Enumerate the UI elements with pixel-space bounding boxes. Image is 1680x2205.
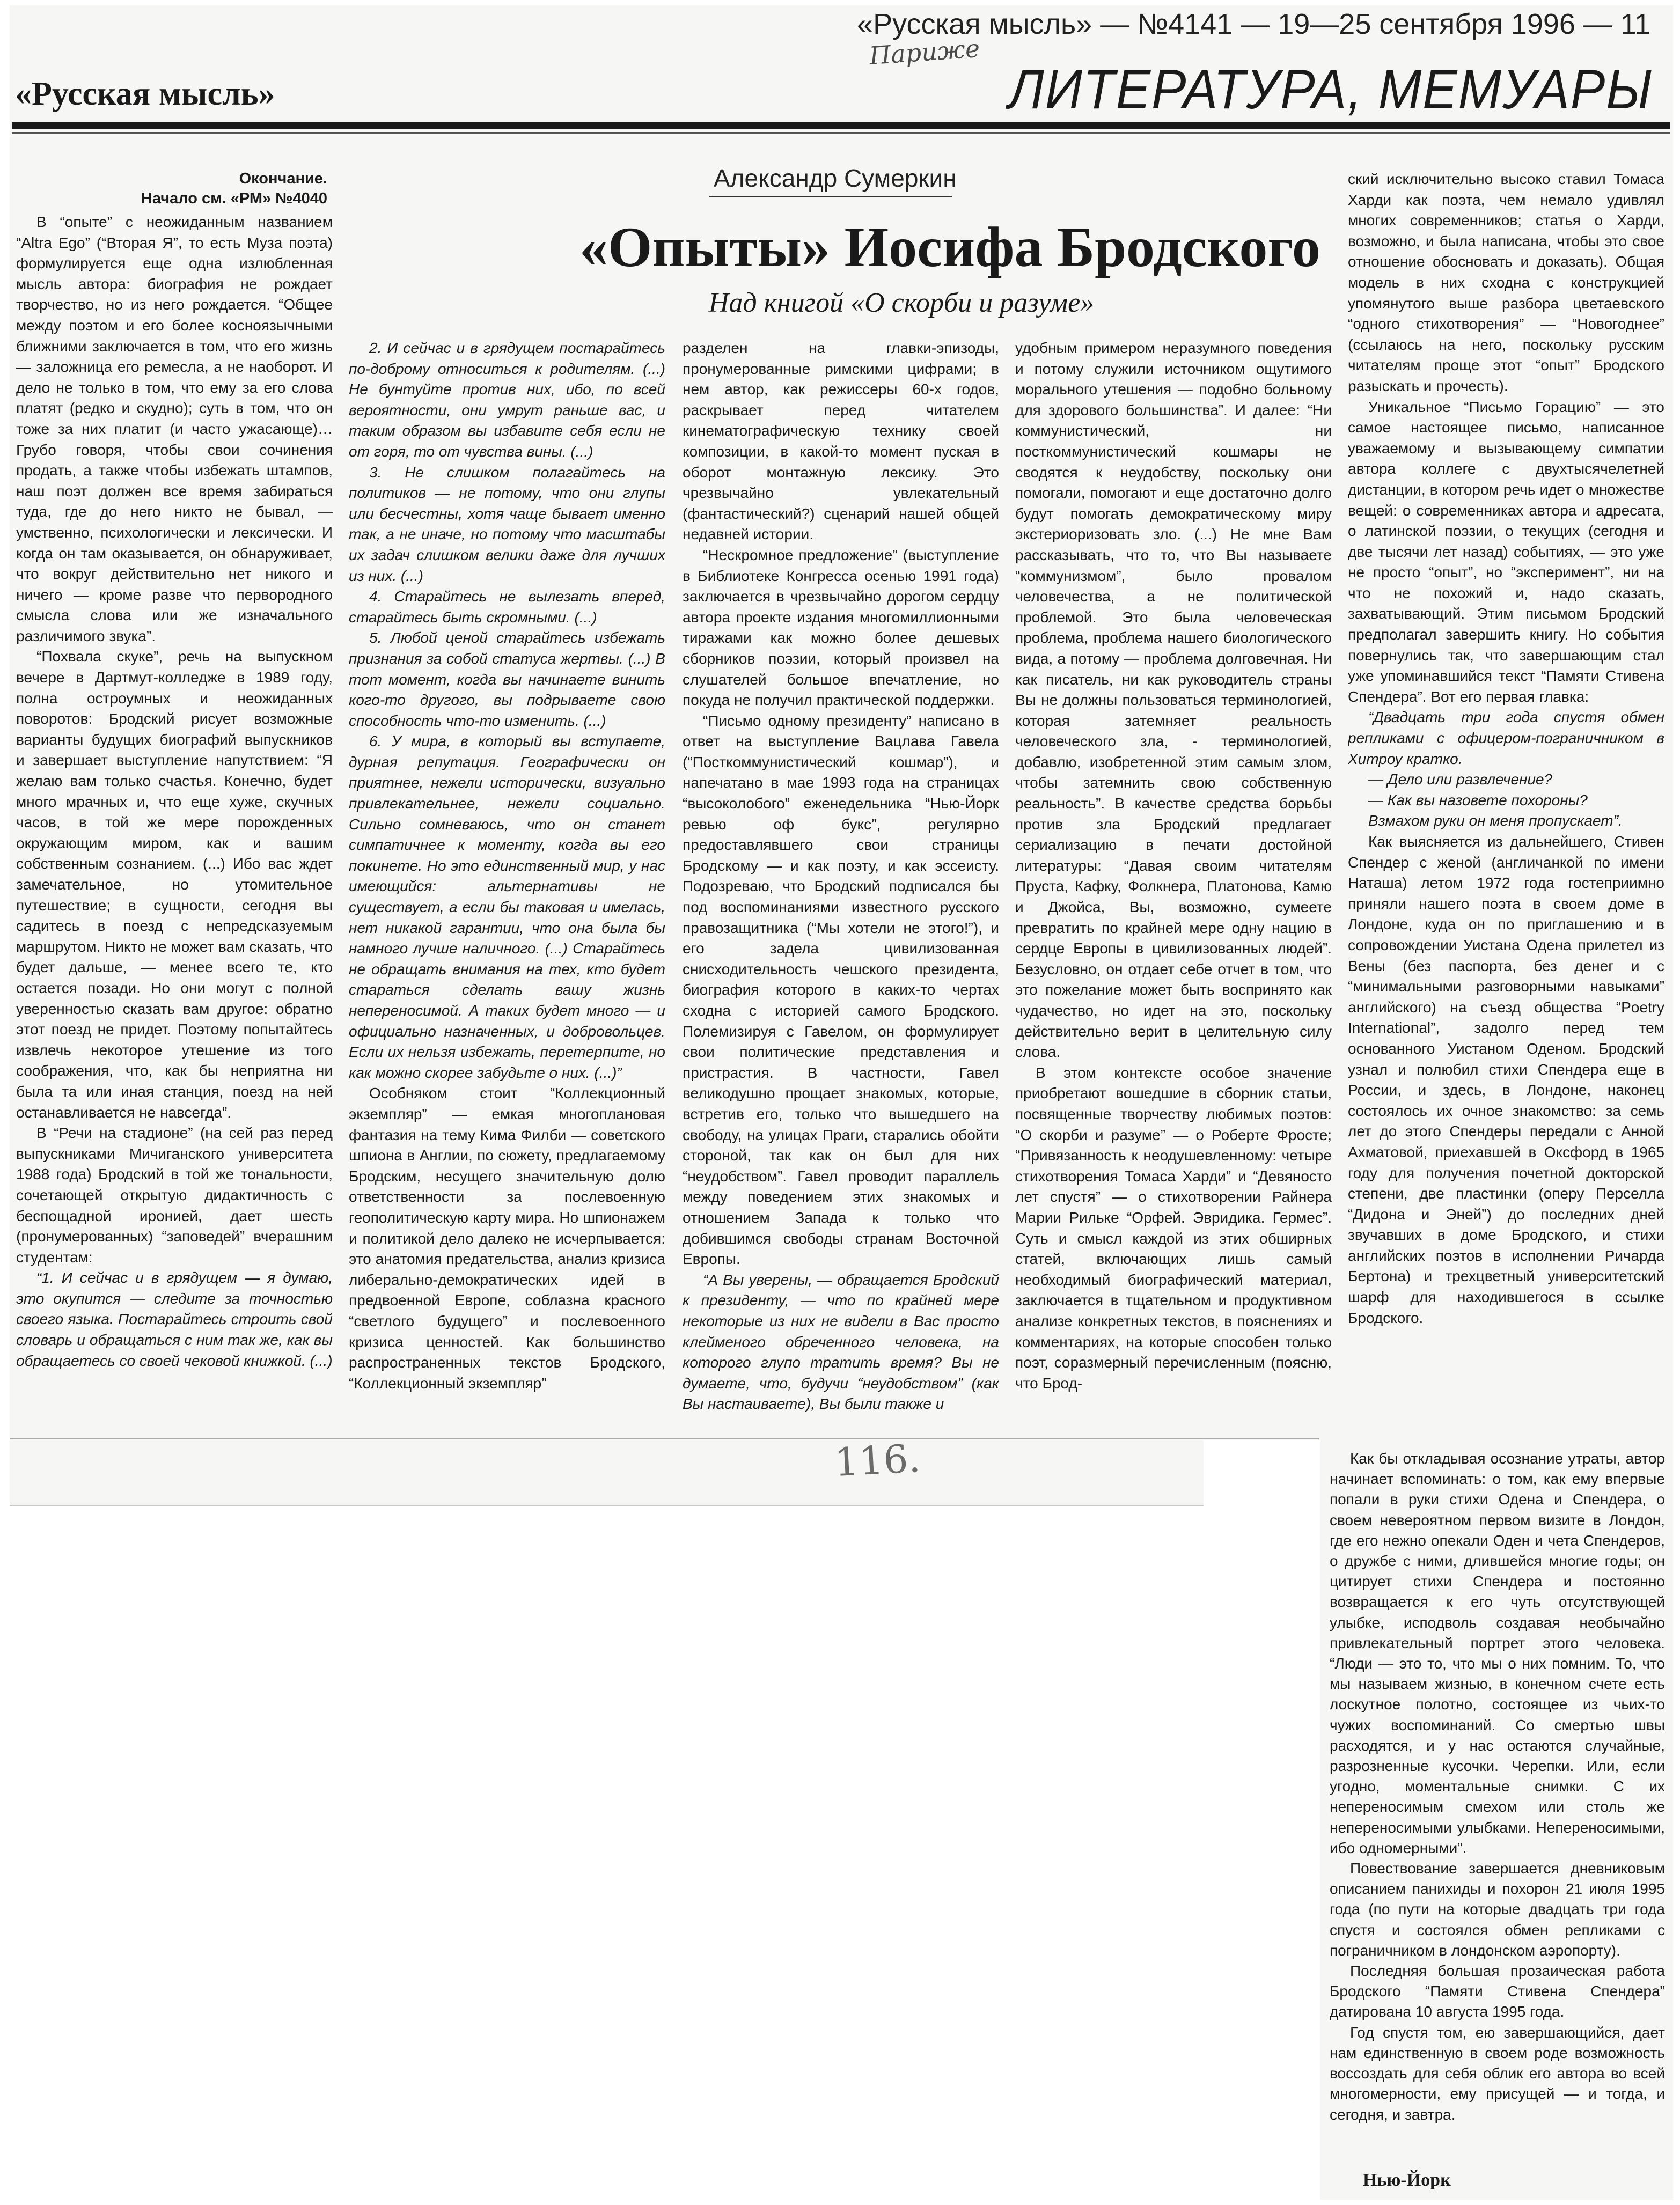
paragraph: Как бы откладывая осознание утраты, автор начинает вспоминать: о том, как ему впервые попали в руки стихи Одена и Спендера, о своем невероятном первом визите в Лондон, где его нежно опекали Оден и чета Спендеров, о дружбе с ними, длившейся многие годы; он цитирует стихи Спендера и постоянно возвращается к его чуть отсутствующей улыбке, исподволь создавая необычайно привлекательный портрет этого человека. “Люди — это то, что мы о них помним. То, что мы называем жизнью, в конечном счете есть лоскутное полотно, состоящее из чьих-то чужих воспоминаний. Со смертью швы расходятся, и у нас остаются случайные, разрозненные кусочки. Черепки. Или, если угодно, моментальные снимки. С их непереносимым смехом или столь же непереносимыми улыбками. Непереносимыми, ибо одномерными”.: [1330, 1450, 1665, 1856]
continuation-note-line-1: Окончание.: [239, 170, 327, 187]
continuation-note: [16, 169, 333, 209]
masthead-rule-thick: [12, 122, 1670, 129]
article-column-4: [1015, 338, 1332, 1427]
paragraph: В “Речи на стадионе” (на сей раз перед выпускниками Мичиганского университета 1988 года) Бродский в той же тональности, сочетающей открытую дидактичность с беспощадной иронией, дает шесть (пронумерованных) “заповедей” вчерашним студентам:: [16, 1124, 333, 1266]
article-signoff: Нью-Йорк: [1363, 2170, 1451, 2190]
paragraph: разделен на главки-эпизоды, пронумерованные римскими цифрами; в нем автор, как режиссеры 60-х годов, раскрывает перед читателем кинематографическую технику своей композиции, в какой-то момент пуская в оборот монтажную лексику. Это чрезвычайно увлекательный (фантастический?) сценарий нашей общей недавней истории.: [683, 340, 999, 543]
paragraph: 5. Любой ценой старайтесь избежать признания за собой статуса жертвы. (...) В тот момент, когда вы начинаете винить кого-то другого, вы подрываете свою способность что-то изменить. (...): [349, 629, 665, 729]
handwritten-note: Париже: [868, 33, 981, 71]
issue-line: «Русская мысль» — №4141 — 19—25 сентября 1996 — 11: [857, 8, 1650, 40]
paragraph: Взмахом руки он меня пропускает”.: [1368, 812, 1623, 829]
paragraph: Как выясняется из дальнейшего, Стивен Спендер с женой (англичанкой по имени Наташа) летом 1972 года гостеприимно приняли нашего поэта в своем доме в Лондоне, куда он по приглашению и в сопровождении Уистана Одена прилетел из Вены (без паспорта, без денег и с “минимальными разговорными навыками” английского) на съезд общества “Poetry International”, задолго перед тем основанного Уистаном Оденом. Бродский узнал и полюбил стихи Спендера еще в России, и здесь, в Лондоне, наконец состоялось их очное знакомство: за семь лет до этого Спендеры передали с Анной Ахматовой, приехавшей в Оксфорд в 1965 году для получения почетной докторской степени, две пластинки (оперу Перселла “Дидона и Эней”) до последних дней звучавших в доме Бродского, и стихи английских поэтов в исполнении Ричарда Бертона) и трехцветный университетский шарф для находившегося в ссылке Бродского.: [1348, 833, 1664, 1326]
paragraph: “Письмо одному президенту” написано в ответ на выступление Вацлава Гавела (“Посткоммунистический кошмар”), и напечатано в мае 1993 года на страницах “высоколобого” еженедельника “Нью-Йорк ревью оф букс”, регулярно предоставлявшего свои страницы Бродскому — и как поэту, и как эссеисту. Подозреваю, что Бродский подписался бы под воспоминаниями известного русского правозащитника (“Мы хотели не этого!”), и его задела цивилизованная снисходительность чешского президента, биография которого в каких-то чертах сходна с историей самого Бродского. Полемизируя с Гавелом, он формулирует свои политические представления и пристрастия. В частности, Гавел великодушно прощает знакомых, которые, встретив его, только что вышедшего на свободу, на улицах Праги, старались обойти стороной, так как он был для них “неудобством”. Гавел проводит параллель между поведением этих знакомых и отношением Запада к только что добившимся свободы странам Восточной Европы.: [683, 712, 999, 1268]
paragraph: “А Вы уверены, — обращается Бродский к президенту, — что по крайней мере некоторые из них не видели в Вас просто клейменого обреченного человека, на которого глупо тратить время? Вы не думаете, что, будучи “неудобством” (как Вы настаиваете), Вы были также и: [683, 1271, 999, 1413]
author-underline: [709, 196, 952, 197]
handwritten-page-number: 116.: [833, 1435, 922, 1486]
article-author: Александр Сумеркин: [714, 164, 957, 192]
column-1-body: [16, 212, 333, 1371]
article-title: «Опыты» Иосифа Бродского: [579, 216, 1320, 278]
paragraph: Особняком стоит “Коллекционный экземпляр” — емкая многоплановая фантазия на тему Кима Филби — советского шпиона в Англии, по сюжету, предлагаемому Бродским, несущего значительную долю ответственности за послевоенную геополитическую карту мира. Но шпионажем и политикой дело далеко не исчерпывается: это анатомия предательства, анализ кризиса либерально-демократических идей в предвоенной Европе, соблазна красного “светлого будущего” и послевоенного кризиса ценностей. Как большинство распространенных текстов Бродского, “Коллекционный экземпляр”: [349, 1085, 665, 1392]
masthead-rule-thin: [12, 132, 1670, 134]
article-column-5: [1348, 169, 1664, 1427]
paragraph: “1. И сейчас и в грядущем — я думаю, это окупится — следите за точностью своего языка. Постарайтесь строить свой словарь и обращаться с ним так же, как вы обращаетесь со своей чековой книжкой. (...): [16, 1269, 333, 1369]
paragraph: В “опыте” с неожиданным названием “Altra Ego” (“Вторая Я”, то есть Муза поэта) формулируется еще одна излюбленная мысль автора: биография не рождает творчество, но из него рождается. “Общее между поэтом и его более косноязычными ближними заключается в том, что его жизнь — заложница его ремесла, а не наоборот. И дело не только в том, что ему за его слова платят (редко и скудно); суть в том, что он тоже за них платит (и часто ужасающе)… Грубо говоря, чтобы свои сочинения продать, а также чтобы избежать штампов, наш поэт должен все время забираться туда, где до него никто не бывал, — умственно, психологически и лексически. И когда он там оказывается, он обнаруживает, что вокруг действительно нет никого и ничего — кроме разве что первородного смысла слова или же изначального различимого звука”.: [16, 214, 333, 644]
paragraph: Год спустя том, ею завершающийся, дает нам единственную в своем роде возможность воссоздать для себя облик его автора во всей многомерности, ему присущей — и тогда, и сегодня, и завтра.: [1330, 2024, 1665, 2123]
clipping-lower-strip: [10, 1440, 1204, 1506]
article-column-1: [16, 169, 333, 1427]
paragraph: 4. Старайтесь не вылезать вперед, старайтесь быть скромными. (...): [349, 588, 665, 626]
paragraph: Последняя большая прозаическая работа Бродского “Памяти Стивена Спендера” датирована 10 августа 1995 года.: [1330, 1963, 1665, 2020]
paragraph: ский исключительно высоко ставил Томаса Харди как поэта, чем немало удивлял многих современников; статья о Харди, возможно, и была написана, чтобы это свое отношение обосновать и доказать). Общая модель в них сходна с конструкцией упомянутого выше разбора цветаевского “одного стихотворения” — “Новогоднее” (ссылаюсь на него, поскольку русским читателям проще этот “опыт” Бродского разыскать и прочесть).: [1348, 171, 1664, 394]
paragraph: “Нескромное предложение” (выступление в Библиотеке Конгресса осенью 1991 года) заключается в чрезвычайно дорогом сердцу автора проекте издания многомиллионными тиражами как можно более дешевых сборников поэзии, который произвел на слушателей большое впечатление, но покуда не получил практической поддержки.: [683, 546, 999, 709]
publication-name: «Русская мысль»: [15, 76, 275, 112]
paragraph: 3. Не слишком полагайтесь на политиков — не потому, что они глупы или бесчестны, хотя чаще бывает именно так, а не иначе, но потому что масштабы их задач слишком велики даже для лучших из них. (...): [349, 464, 665, 584]
paragraph: удобным примером неразумного поведения и потому служили источником ощутимого морального утешения — подобно больному для здорового большинства”. И далее: “Ни коммунистический, ни посткоммунистический кошмары не сводятся к неудобству, поскольку они помогали, помогают и еще достаточно долго будут помогать демократическому миру экстериоризовать зло. (...) Не мне Вам рассказывать, что то, что Вы называете “коммунизмом”, было провалом человечества, а не политической проблемой. Это была человеческая проблема, проблема нашего биологического вида, а потому — проблема долговечная. Ни как писатель, ни как руководитель страны Вы не должны пользоваться терминологией, которая затемняет реальность человеческого зла, - терминологией, добавлю, изобретенной этим самым злом, чтобы затемнить свою собственную реальность”. В качестве средства борьбы против зла Бродский предлагает сериализацию в печати достойной литературы: “Давая своим читателям Пруста, Кафку, Фолкнера, Платонова, Камю и Джойса, Вы, возможно, сумеете превратить по крайней мере одну нацию в сердце Европы в цивилизованных людей”. Безусловно, он отдает себе отчет в том, что это пожелание может быть воспринято как чудачество, но идет на это, поскольку действительно верит в целительную силу слова.: [1015, 340, 1332, 1061]
clipping-edge: [10, 1438, 1319, 1439]
continuation-note-line-2: Начало см. «РМ» №4040: [141, 190, 327, 207]
paragraph: “Похвала скуке”, речь на выпускном вечере в Дартмут-колледже в 1989 году, полна остроумных и неожиданных поворотов: Бродский рисует возможные варианты будущих биографий выпускников и завершает выступление напутствием: “Я желаю вам только счастья. Конечно, будет много мрачных и, что еще хуже, скучных часов, в той же мере порожденных окружающим миром, как и вашим собственным сознанием. (...) Ибо вас ждет замечательное, но утомительное путешествие; в сущности, сегодня вы садитесь в поезд с непредсказуемым маршрутом. Никто не может вам сказать, что будет дальше, — менее всего те, кто остается позади. Но они могут с полной уверенностью сказать вам другое: обратно этот поезд не придет. Поэтому попытайтесь извлечь некоторое утешение из того соображения, что, как бы неприятна ни была та или иная станция, поезд на ней останавливается не навсегда”.: [16, 648, 333, 1121]
paragraph: — Как вы назовете похороны?: [1368, 791, 1588, 808]
article-column-3: [683, 338, 999, 1427]
paragraph: В этом контексте особое значение приобретают вошедшие в сборник статьи, посвященные творчеству любимых поэтов: “О скорби и разуме” — о Роберте Фросте; “Привязанность к неодушевленному: четыре стихотворения Томаса Харди” и “Девяносто лет спустя” — о стихотворении Райнера Марии Рильке “Орфей. Эвридика. Гермес”. Суть и смысл каждой из этих обширных статей, включающих лишь самый необходимый биографический материал, заключается в тщательном и продуктивном анализе конкретных текстов, в пояснениях и комментариях, на которые способен только поэт, соразмерный перечисленным (поясню, что Брод-: [1015, 1064, 1332, 1392]
paragraph: “Двадцать три года спустя обмен репликами с офицером-пограничником в Хитроу кратко.: [1348, 709, 1664, 767]
section-title: ЛИТЕРАТУРА, МЕМУАРЫ: [1008, 58, 1653, 121]
paragraph: Уникальное “Письмо Горацию” — это самое настоящее письмо, написанное уважаемому и вызывающему симпатии автора коллеге с двухтысячелетней дистанции, в котором речь идет о множестве вещей: о современниках автора и адресата, о латинской поэзии, о текущих (сегодня и две тысячи лет назад) событиях, — это уже не просто “опыт”, но “эксперимент”, ни на что не похожий и, надо сказать, захватывающий. Этим письмом Бродский предполагал завершить книгу. Но события повернулись так, что завершающим стал уже упоминавшийся текст “Памяти Стивена Спендера”. Вот его первая главка:: [1348, 398, 1664, 705]
paragraph: 2. И сейчас и в грядущем постарайтесь по-доброму относиться к родителям. (...) Не бунтуйте против них, ибо, по всей вероятности, они умрут раньше вас, и таким образом вы избавите себя если не от горя, то от чувства вины. (...): [349, 340, 665, 460]
article-subtitle: Над книгой «О скорби и разуме»: [708, 288, 1095, 318]
paragraph: — Дело или развлечение?: [1368, 771, 1553, 788]
article-column-6: [1330, 1449, 1665, 2146]
paragraph: Повествование завершается дневниковым описанием панихиды и похорон 21 июля 1995 года (по пути на которые двадцать три года спустя и состоялся обмен репликами с пограничником в лондонском аэропорту).: [1330, 1860, 1665, 1959]
paragraph: 6. У мира, в который вы вступаете, дурная репутация. Географически он приятнее, нежели исторически, визуально привлекательнее, нежели социально. Сильно сомневаюсь, что он станет симпатичнее к моменту, когда вы его покинете. Но это единственный мир, у нас имеющийся: альтернативы не существует, а если бы таковая и имелась, нет никакой гарантии, что она была бы намного лучше наличного. (...) Старайтесь не обращать внимания на тех, кто будет стараться сделать вашу жизнь непереносимой. А таких будет много — и официально назначенных, и добровольцев. Если их нельзя избежать, перетерпите, но как можно скорее забудьте о них. (...)”: [349, 733, 665, 1081]
article-column-2: [349, 338, 665, 1427]
